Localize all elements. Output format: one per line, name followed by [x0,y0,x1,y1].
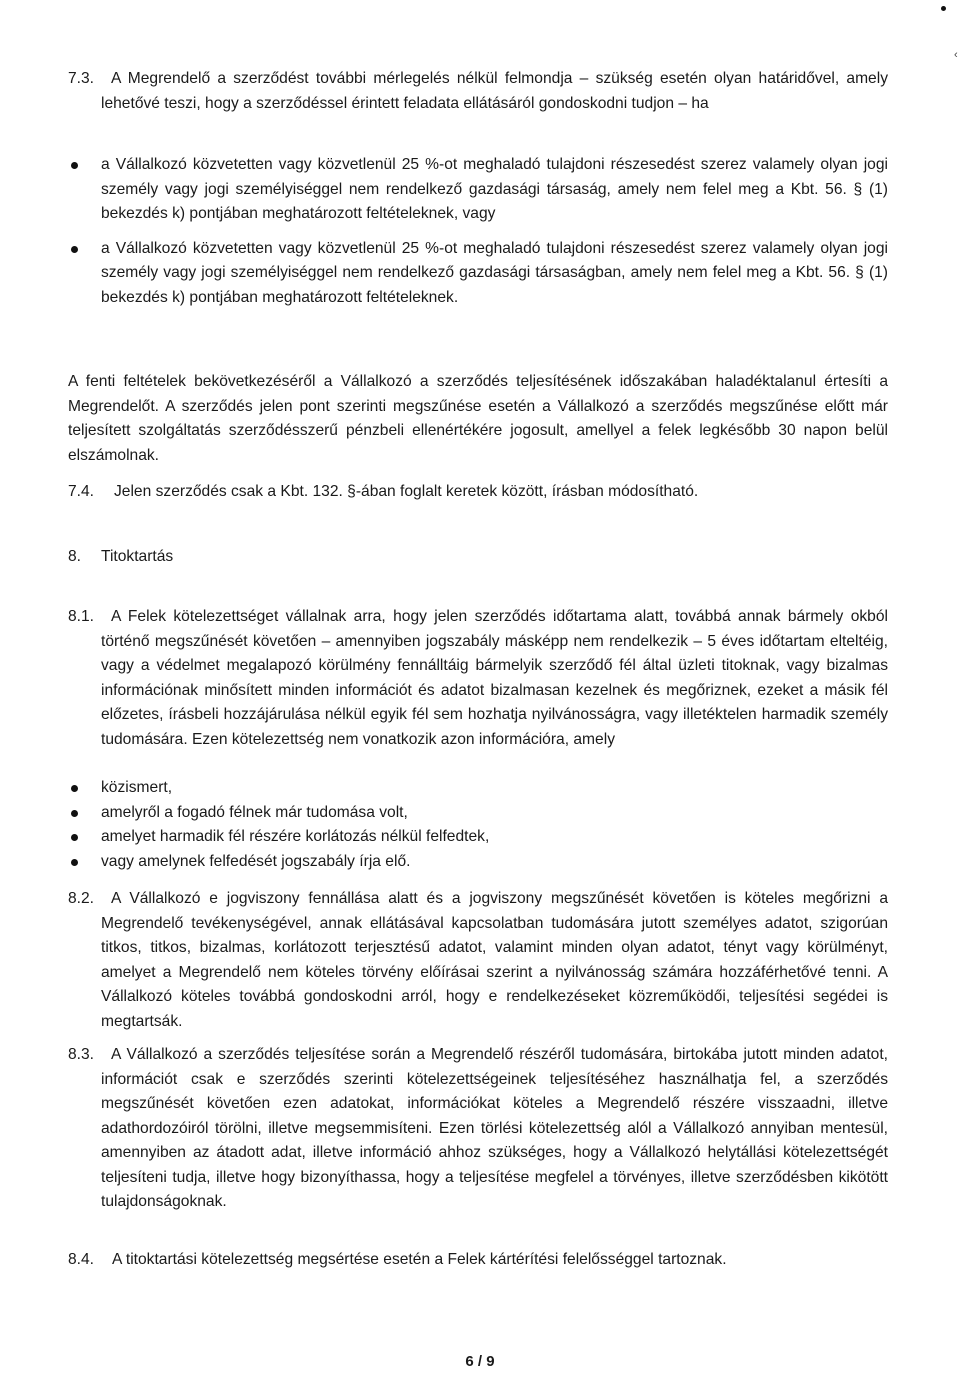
section-number: 8.4. [68,1251,95,1268]
section-text: A Vállalkozó e jogviszony fennállása alatt és a jogviszony megszűnését követően is köteles megőrizni a Megrendelő tevékenységével, annak ellátásával kapcsolatban tudomására jutott személyes adatot, szigorúan titkos, titkos, bizalmas, korlátozott terjesztésű adatot, valamint minden olyan adatot, tényt vagy körülményt, amelyet a Megrendelő nem köteles törvény előírásai szerint a nyilvánosság számára hozzáférhetővé tenni. A Vállalkozó köteles továbbá gondoskodni arról, hogy e rendelkezéseket közreműködői, teljesítési segédei is megtartsák. [101,890,888,1030]
list-item: a Vállalkozó közvetetten vagy közvetlenül 25 %-ot meghaladó tulajdoni részesedést szerez valamely olyan jogi személy vagy jogi személyiséggel nem rendelkező gazdasági társaság, amely nem felel meg a Kbt. 56. § (1) bekezdés k) pontjában meghatározott feltételeknek, vagy [101,153,888,227]
scan-dot [941,6,946,11]
list-item: vagy amelynek felfedését jogszabály írja elő. [101,850,888,875]
list-item: közismert, [101,776,888,801]
section-number: 8. [68,548,82,565]
section-text: A titoktartási kötelezettség megsértése esetén a Felek kártérítési felelősséggel tartoznak. [112,1251,727,1268]
section-number: 8.2. [68,890,95,907]
corner-mark: ‹ [954,49,958,61]
section-text: A Megrendelő a szerződést további mérlegelés nélkül felmondja – szükség esetén olyan határidővel, amely lehetővé teszi, hogy a szerződéssel érintett feladata ellátásáról gondoskodni tudjon – ha [101,70,888,112]
list-item: amelyet harmadik fél részére korlátozás nélkül felfedtek, [101,825,888,850]
section-number: 7.4. [68,483,95,500]
section-number: 8.1. [68,608,95,625]
section-text: Jelen szerződés csak a Kbt. 132. §-ában foglalt keretek között, írásban módosítható. [114,483,699,500]
notice-paragraph: A fenti feltételek bekövetkezéséről a Vállalkozó a szerződés teljesítésének időszakában haladéktalanul értesíti a Megrendelőt. A szerződés jelen pont szerinti megszűnése esetén a Vállalkozó a szerződés megszűnése előtt már teljesített szolgáltatás szerződésszerű pénzbeli ellenértékére jogosult, amellyel a felek legkésőbb 30 napon belül elszámolnak. [68,373,888,464]
bullet-list [101,153,888,310]
page-number: 6 / 9 [465,1353,495,1370]
list-item: a Vállalkozó közvetetten vagy közvetlenül 25 %-ot meghaladó tulajdoni részesedést szerez valamely olyan jogi személy vagy jogi személyiséggel nem rendelkező gazdasági társaságban, amely nem felel meg a Kbt. 56. § (1) bekezdés k) pontjában meghatározott feltételeknek. [101,237,888,311]
section-number: 7.3. [68,70,95,87]
section-text: A Felek kötelezettséget vállalnak arra, hogy jelen szerződés időtartama alatt, továbbá annak bármely okból történő megszűnését követően – amennyiben jogszabály másképp nem rendelkezik – 5 éves időtartam elteltéig, vagy a védelmet megalapozó körülmény fennálltáig bármelyik szerződő fél által üzleti titoknak, vagy bizalmas információnak minősített minden információt és adatot bizalmasan kezelnek és megőriznek, ezeket a másik fél előzetes, írásbeli hozzájárulása nélkül egyik fél sem hozhatja nyilvánosságra, vagy illetéktelen harmadik személy tudomására. Ezen kötelezettség nem vonatkozik azon információra, amely [101,608,888,748]
section-text: A Vállalkozó a szerződés teljesítése során a Megrendelő részéről tudomására, birtokába jutott minden adatot, információt csak e szerződés szerinti kötelezettségeinek teljesítéséhez használhatja fel, a szerződés megszűnését követően ezen adatokat, információkat köteles a Megrendelő részére visszaadni, illetve adathordozóiról törölni, illetve megsemmisíteni. Ezen törlési kötelezettség alól a Vállalkozó annyiban mentesül, amennyiben az átadott adat, illetve információ ahhoz szükséges, hogy a Vállalkozó helytállási kötelezettségét teljesíteni tudja, illetve hogy bizonyíthassa, hogy a teljesítése megfelel a törvényes, illetve szerződésben kikötött tulajdonságoknak. [101,1046,888,1210]
bullet-list [101,776,888,874]
list-item: amelyről a fogadó félnek már tudomása volt, [101,801,888,826]
section-number: 8.3. [68,1046,95,1063]
section-title: Titoktartás [101,548,174,565]
